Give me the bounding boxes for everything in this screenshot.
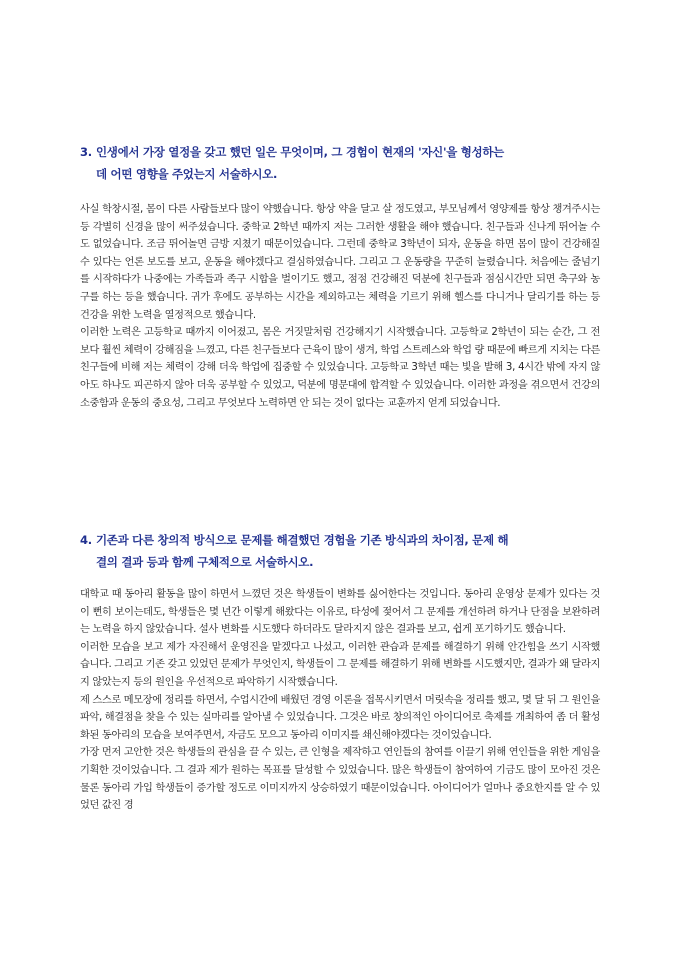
- answer-3-body: [80, 201, 600, 412]
- answer-4-paragraph-1: 대학교 때 동아리 활동을 많이 하면서 느꼈던 것은 학생들이 변화를 싫어한다는 것입니다. 동아리 운영상 문제가 있다는 것이 뻔히 보이는데도, 학생들은 몇 년간 이렇게 해왔다는 이유로, 타성에 젖어서 그 문제를 개선하려 하거나 단점을 보완하려는 노력을 하지 않았습니다. 설사 변화를 시도했다 하더라도 달라지지 않은 결과를 보고, 쉽게 포기하기도 했습니다.: [80, 589, 600, 636]
- answer-4-paragraph-2: 이러한 모습을 보고 제가 자진해서 운영진을 맡겠다고 나섰고, 이러한 관습과 문제를 해결하기 위해 안간힘을 쓰기 시작했습니다. 그리고 기존 갖고 있었던 문제가 무엇인지, 학생들이 그 문제를 해결하기 위해 변화를 시도했지만, 결과가 왜 달라지지 않았는지 등의 원인을 우선적으로 파악하기 시작했습니다.: [80, 641, 600, 688]
- answer-4-paragraph-3: 제 스스로 메모장에 정리를 하면서, 수업시간에 배웠던 경영 이론을 접목시키면서 머릿속을 정리를 했고, 몇 달 뒤 그 원인을 파악, 해결점을 찾을 수 있는 실마리를 알아낼 수 있었습니다. 그것은 바로 창의적인 아이디어로 축제를 개최하여 좀 더 활성화된 동아리의 모습을 보여주면서, 자금도 모으고 동아리 이미지를 쇄신해야겠다는 것이었습니다.: [80, 694, 600, 741]
- answer-3-paragraph-1: 사실 학창시절, 몸이 다른 사람들보다 많이 약했습니다. 항상 약을 달고 살 정도였고, 부모님께서 영양제를 항상 챙겨주시는 등 각별히 신경을 많이 써주셨습니다. 중학교 2학년 때까지 저는 그러한 생활을 해야 했습니다. 친구들과 신나게 뛰어놀 수도 없었습니다. 조금 뛰어놀면 금방 지쳤기 때문이었습니다. 그런데 중학교 3학년이 되자, 운동을 하면 몸이 많이 건강해질 수 있다는 언론 보도를 보고, 운동을 해야겠다고 결심하였습니다. 그리고 그 운동량을 꾸준히 늘렸습니다. 처음에는 줄넘기를 시작하다가 나중에는 가족들과 족구 시합을 벌이기도 했고, 점점 건강해진 덕분에 친구들과 점심시간만 되면 축구와 농구를 하는 등을 했습니다. 귀가 후에도 공부하는 시간을 제외하고는 체력을 기르기 위해 헬스를 다니거나 달리기를 하는 등 건강을 위한 노력을 열정적으로 했습니다.: [80, 204, 600, 321]
- answer-4-paragraph-4: 가장 먼저 고안한 것은 학생들의 관심을 끌 수 있는, 큰 인형을 제작하고 연인들의 참여를 이끌기 위해 연인들을 위한 게임을 기획한 것이었습니다. 그 결과 제가 원하는 목표를 달성할 수 있었습니다. 많은 학생들이 참여하여 기금도 많이 모아진 것은 물론 동아리 가입 학생들이 증가할 정도로 이미지까지 상승하였기 때문이었습니다. 아이디어가 얼마나 중요한지를 알 수 있었던 값진 경: [80, 747, 600, 812]
- answer-4-body: [80, 586, 600, 815]
- answer-3-paragraph-2: 이러한 노력은 고등학교 때까지 이어졌고, 몸은 거짓말처럼 건강해지기 시작했습니다. 고등학교 2학년이 되는 순간, 그 전보다 훨씬 체력이 강해짐을 느꼈고, 다른 친구들보다 근육이 많이 생겨, 학업 스트레스와 학업 량 때문에 빠르게 지치는 다른 친구들에 비해 저는 체력이 강해 더욱 학업에 집중할 수 있었습니다. 고등학교 3학년 때는 빛을 발해 3, 4시간 밖에 자지 않아도 하나도 피곤하지 않아 더욱 공부할 수 있었고, 덕분에 명문대에 합격할 수 있었습니다. 이러한 과정을 겪으면서 건강의 소중함과 운동의 중요성, 그리고 무엇보다 노력하면 안 되는 것이 없다는 교훈까지 얻게 되었습니다.: [80, 327, 600, 409]
- question-3-number: 3.: [80, 145, 92, 159]
- question-4-line-1: 기존과 다른 창의적 방식으로 문제를 해결했던 경험을 기존 방식과의 차이점, 문제 해: [96, 533, 509, 547]
- question-4-line-2: 결의 결과 등과 함께 구체적으로 서술하시오.: [96, 555, 314, 569]
- question-3-line-2: 데 어떤 영향을 주었는지 서술하시오.: [96, 167, 278, 181]
- question-4-heading: [80, 529, 608, 573]
- question-4-number: 4.: [80, 533, 92, 547]
- question-3-heading: [80, 141, 608, 185]
- question-3-line-1: 인생에서 가장 열정을 갖고 했던 일은 무엇이며, 그 경험이 현재의 '자신'을 형성하는: [96, 145, 504, 159]
